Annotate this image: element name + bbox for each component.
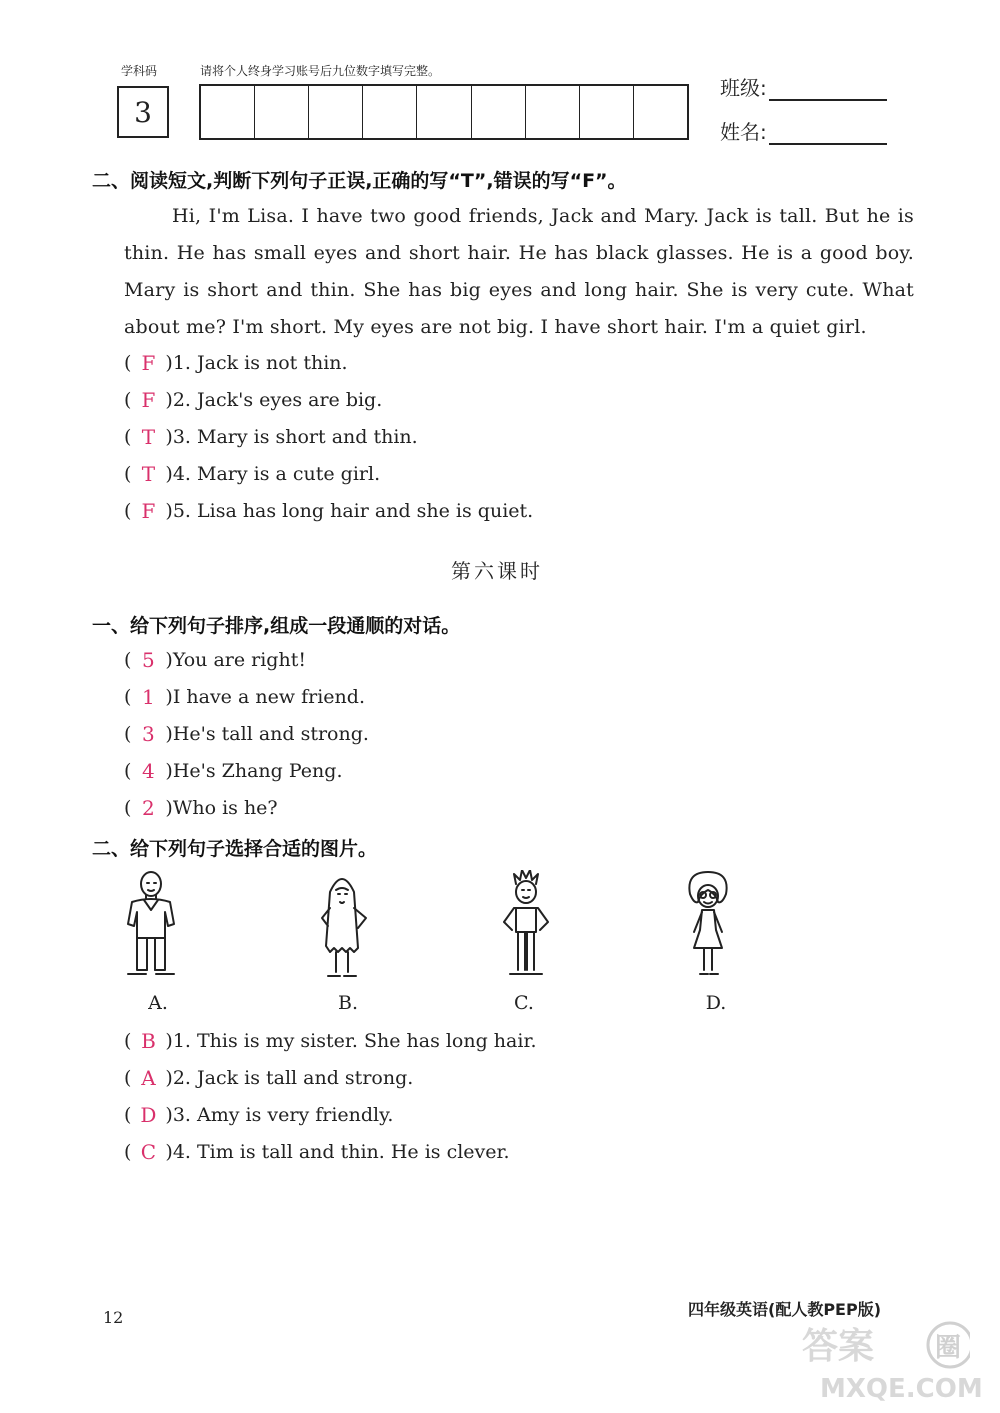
reading-section-heading: 二、阅读短文,判断下列句子正误,正确的写“T”,错误的写“F”。: [92, 170, 627, 192]
answer-mark: C: [140, 1140, 157, 1164]
account-digit-cell[interactable]: [201, 86, 255, 138]
name-field[interactable]: [720, 116, 887, 145]
answer-mark: 1: [142, 685, 155, 709]
ordering-item: [124, 720, 369, 748]
reading-item: [124, 460, 380, 488]
open-paren: (: [124, 723, 132, 745]
item-text: )4. Tim is tall and thin. He is clever.: [165, 1141, 510, 1163]
reading-passage: Hi, I'm Lisa. I have two good friends, Jack and Mary. Jack is tall. But he is thin. He has small eyes and short hair. He has black glasses. He is a good boy. Mary is short and thin. She has big eyes and long hair. She is very cute. What about me? I'm short. My eyes are not big. I have short hair. I'm a quiet girl.: [124, 205, 914, 338]
svg-text:答案: 答案: [802, 1326, 875, 1367]
ordering-item: [124, 683, 365, 711]
item-text: )1. Jack is not thin.: [165, 352, 348, 374]
open-paren: (: [124, 463, 132, 485]
open-paren: (: [124, 649, 132, 671]
answer-mark: F: [141, 351, 156, 375]
answer-mark: T: [141, 462, 156, 486]
figure-d-friendly-girl: [680, 870, 736, 982]
item-text: )He's Zhang Peng.: [165, 760, 343, 782]
picture-item: [124, 1101, 393, 1129]
ordering-section-heading: 一、给下列句子排序,组成一段通顺的对话。: [92, 615, 461, 637]
reading-item: [124, 497, 533, 525]
answer-mark: 3: [142, 722, 155, 746]
picture-item: [124, 1064, 413, 1092]
open-paren: (: [124, 1141, 132, 1163]
account-instruction: 请将个人终身学习账号后九位数字填写完整。: [200, 64, 441, 78]
answer-mark: A: [141, 1066, 156, 1090]
ordering-item: [124, 757, 342, 785]
item-text: )1. This is my sister. She has long hair.: [165, 1030, 537, 1052]
open-paren: (: [124, 760, 132, 782]
subject-code-label: 学科码: [121, 64, 158, 78]
account-digit-cell[interactable]: [255, 86, 309, 138]
reading-item: [124, 349, 348, 377]
picture-section-heading: 二、给下列句子选择合适的图片。: [92, 838, 378, 860]
item-text: )You are right!: [165, 649, 306, 671]
answer-mark: 4: [142, 759, 155, 783]
reading-item: [124, 386, 382, 414]
answer-mark: D: [140, 1103, 157, 1127]
picture-label-a: A.: [148, 992, 168, 1014]
account-digit-cell[interactable]: [580, 86, 634, 138]
open-paren: (: [124, 797, 132, 819]
open-paren: (: [124, 1030, 132, 1052]
account-digit-cell[interactable]: [634, 86, 687, 138]
picture-label-b: B.: [337, 992, 358, 1014]
open-paren: (: [124, 426, 132, 448]
open-paren: (: [124, 686, 132, 708]
open-paren: (: [124, 500, 132, 522]
figure-a-strong-man: [118, 870, 184, 982]
account-digit-cell[interactable]: [417, 86, 471, 138]
open-paren: (: [124, 1067, 132, 1089]
open-paren: (: [124, 352, 132, 374]
answer-mark: 5: [142, 648, 155, 672]
answer-mark: F: [141, 499, 156, 523]
picture-item: [124, 1138, 510, 1166]
account-digit-cell[interactable]: [526, 86, 580, 138]
name-label: 姓名:: [720, 120, 767, 144]
subject-code-box: 3: [117, 86, 169, 138]
account-digit-cell[interactable]: [309, 86, 363, 138]
item-text: )4. Mary is a cute girl.: [165, 463, 381, 485]
figure-c-tall-thin-boy: [498, 870, 554, 982]
item-text: )He's tall and strong.: [165, 723, 369, 745]
class-label: 班级:: [720, 76, 767, 100]
item-text: )5. Lisa has long hair and she is quiet.: [165, 500, 534, 522]
account-number-grid[interactable]: [199, 84, 689, 140]
book-title: 四年级英语(配人教PEP版): [688, 1300, 882, 1319]
account-digit-cell[interactable]: [363, 86, 417, 138]
open-paren: (: [124, 389, 132, 411]
account-digit-cell[interactable]: [472, 86, 526, 138]
item-text: )2. Jack's eyes are big.: [165, 389, 383, 411]
picture-label-d: D.: [705, 992, 727, 1014]
picture-label-c: C.: [514, 992, 534, 1014]
watermark-logo-graphic: [800, 1318, 970, 1372]
item-text: )3. Amy is very friendly.: [165, 1104, 394, 1126]
item-text: )Who is he?: [165, 797, 278, 819]
answer-mark: F: [141, 388, 156, 412]
page-number: 12: [103, 1308, 124, 1327]
answer-mark: 2: [142, 796, 155, 820]
item-text: )3. Mary is short and thin.: [165, 426, 418, 448]
class-field[interactable]: [720, 72, 887, 101]
answer-mark: B: [141, 1029, 156, 1053]
ordering-item: [124, 646, 306, 674]
name-input-line[interactable]: [769, 123, 887, 145]
reading-item: [124, 423, 418, 451]
picture-item: [124, 1027, 537, 1055]
watermark-logo: [800, 1318, 970, 1372]
figure-b-long-hair-girl: [310, 870, 374, 982]
item-text: )I have a new friend.: [165, 686, 365, 708]
watermark-text: MXQE.COM: [820, 1374, 983, 1404]
answer-mark: T: [141, 425, 156, 449]
lesson-title: 第六课时: [451, 559, 543, 583]
svg-text:圈: 圈: [935, 1333, 962, 1363]
ordering-item: [124, 794, 278, 822]
class-input-line[interactable]: [769, 79, 887, 101]
open-paren: (: [124, 1104, 132, 1126]
item-text: )2. Jack is tall and strong.: [165, 1067, 414, 1089]
